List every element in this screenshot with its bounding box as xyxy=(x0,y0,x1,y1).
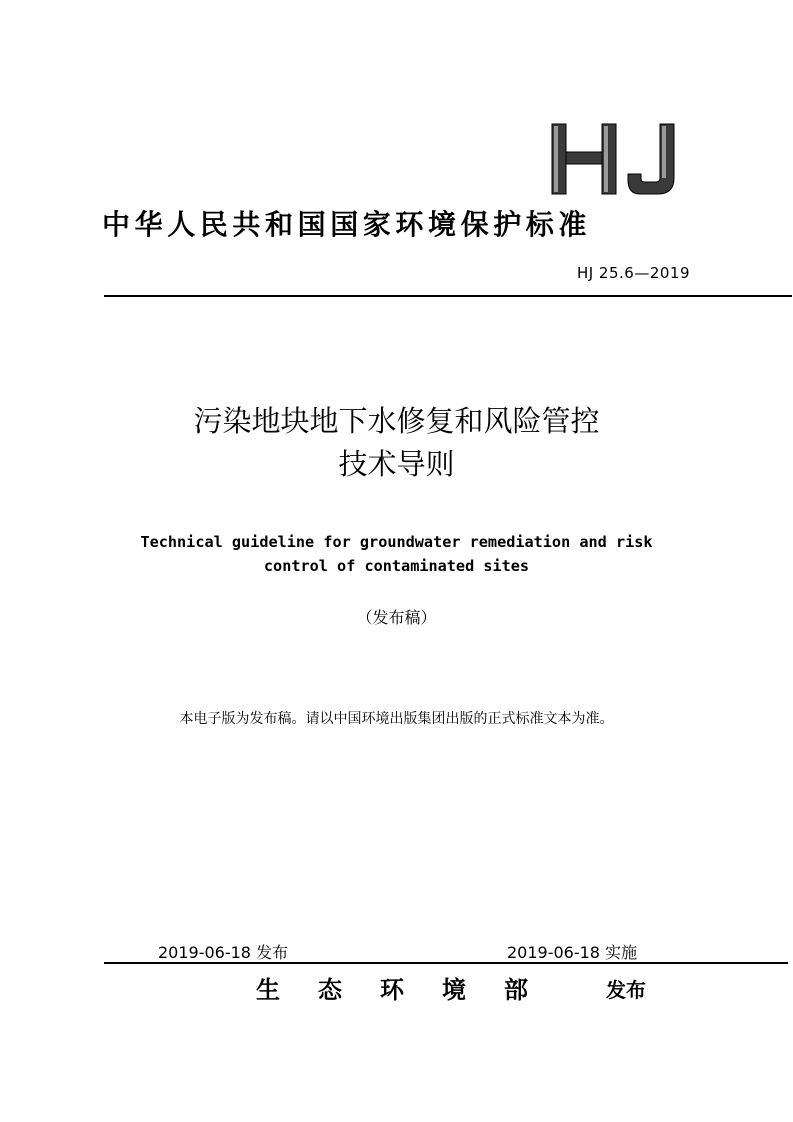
title-cn-line-2: 技术导则 xyxy=(338,447,455,481)
document-title-chinese xyxy=(100,400,693,486)
document-title-english xyxy=(100,530,693,578)
title-cn-line-1: 污染地块地下水修复和风险管控 xyxy=(193,404,600,438)
standard-number: HJ 25.6—2019 xyxy=(576,264,690,282)
hj-logo xyxy=(548,122,688,196)
edition-notice: 本电子版为发布稿。请以中国环境出版集团出版的正式标准文本为准。 xyxy=(179,711,614,727)
title-en-line-2: control of contaminated sites xyxy=(263,557,530,575)
header-divider xyxy=(104,295,792,297)
issuing-action: 发布 xyxy=(606,978,646,1002)
implementation-date: 2019-06-18 实施 xyxy=(507,943,638,962)
issuing-authority: 生态环境部 xyxy=(256,975,566,1004)
standard-category-title: 中华人民共和国国家环境保护标准 xyxy=(102,208,592,241)
release-date: 2019-06-18 发布 xyxy=(158,943,289,962)
title-en-line-1: Technical guideline for groundwater remediation and risk xyxy=(140,533,653,551)
footer-divider xyxy=(104,962,788,964)
draft-label: （发布稿） xyxy=(356,608,437,627)
